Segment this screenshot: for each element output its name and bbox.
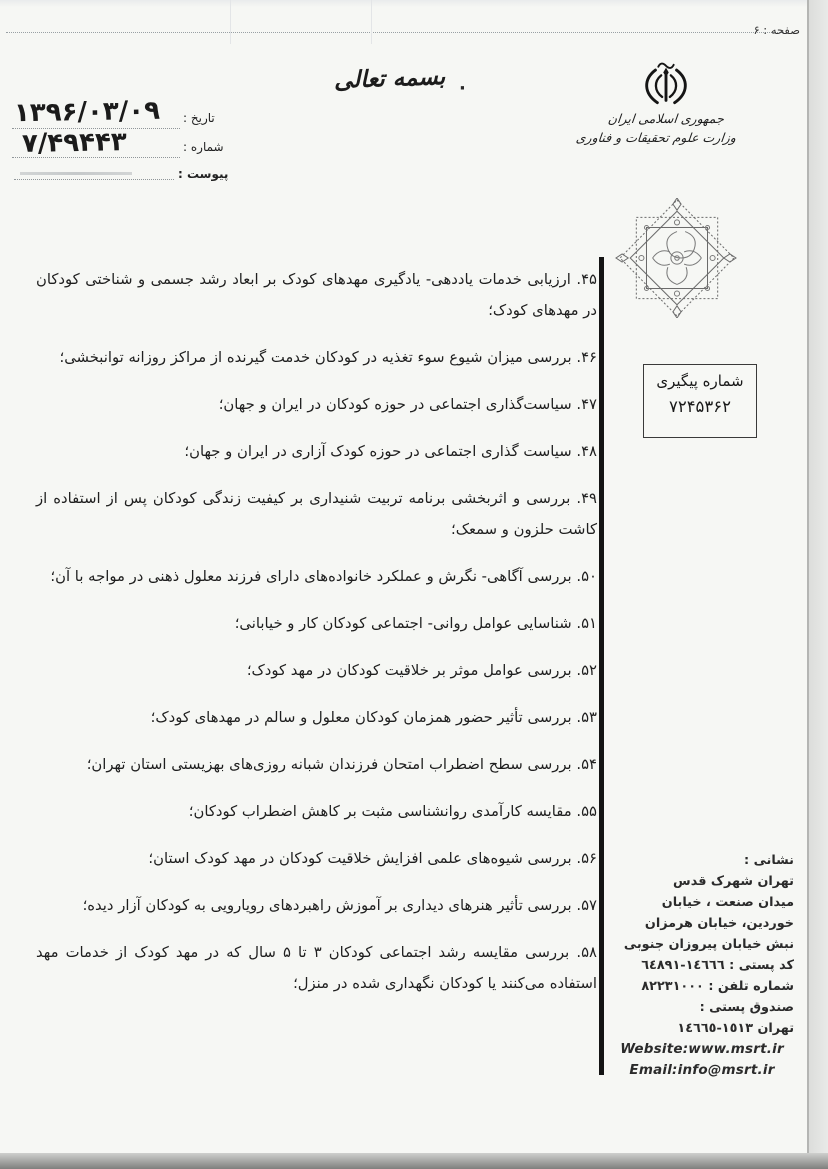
list-item: [36, 483, 597, 545]
topic-list: [36, 264, 597, 1015]
list-item-text: بررسی میزان شیوع سوء تغذیه در کودکان خدمت گیرنده از مراکز روزانه توانبخشی؛: [59, 349, 577, 366]
address-block: [604, 850, 798, 1081]
list-item-text: بررسی و اثربخشی برنامه تربیت شنیداری بر کیفیت زندگی کودکان پس از استفاده از کاشت حلزون و سمعک؛: [36, 490, 597, 538]
date-label: تاریخ :: [183, 111, 215, 125]
list-item-text: بررسی آگاهی- نگرش و عملکرد خانواده‌های دارای فرزند معلول ذهنی در مواجه با آن؛: [50, 568, 577, 585]
list-item-text: سیاست گذاری اجتماعی در حوزه کودک آزاری در ایران و جهان؛: [184, 443, 577, 460]
list-item-text: بررسی شیوه‌های علمی افزایش خلاقیت کودکان در مهد کودک استان؛: [148, 850, 577, 867]
ornamental-star-seal-icon: [612, 198, 742, 322]
list-item: [36, 937, 597, 999]
number-label: شماره :: [183, 140, 224, 154]
list-item-number: ۴۶.: [576, 349, 597, 366]
list-item-text: بررسی تأثیر حضور همزمان کودکان معلول و سالم در مهدهای کودک؛: [150, 709, 577, 726]
list-item: [36, 796, 597, 827]
org-name-line2: وزارت علوم تحقیقات و فناوری: [575, 130, 737, 145]
list-item: [36, 890, 597, 921]
list-item-number: ۴۷.: [576, 396, 597, 413]
attachment-scribble: [20, 172, 132, 175]
list-item: [36, 561, 597, 592]
list-item-text: بررسی سطح اضطراب امتحان فرزندان شبانه روزی‌های بهزیستی استان تهران؛: [86, 756, 577, 773]
attachment-label: پیوست :: [178, 167, 229, 181]
page-number-label: صفحه : ۶: [753, 23, 800, 37]
scan-edge-bottom: [0, 1153, 828, 1169]
address-line: نبش خیابان پیروزان جنوبی: [623, 937, 794, 952]
ink-dot: ·: [459, 78, 466, 99]
scan-crease: [230, 0, 231, 44]
list-item: [36, 389, 597, 420]
tracking-label: شماره پیگیری: [656, 372, 744, 390]
scan-edge-top: [0, 0, 828, 7]
list-item: [36, 702, 597, 733]
postal-code: کد پستی : ١٤٦٦٦-٦٤٨٩١: [641, 958, 794, 973]
po-box-label: صندوق پستی :: [699, 1000, 794, 1015]
list-item-number: ۵۵.: [576, 803, 597, 820]
list-item-number: ۵۱.: [576, 615, 597, 632]
email: Email:info@msrt.ir: [629, 1062, 775, 1078]
list-item: [36, 342, 597, 373]
list-item: [36, 749, 597, 780]
iran-emblem-icon: [596, 60, 736, 108]
address-line: تهران شهرک قدس: [673, 874, 794, 889]
list-item-text: بررسی مقایسه رشد اجتماعی کودکان ۳ تا ۵ سال که در مهد کودک از خدمات مهد استفاده می‌کنند یا کودکان نگهداری شده در منزل؛: [36, 944, 597, 992]
address-line: خوردین، خیابان هرمزان: [644, 916, 794, 931]
top-dotted-divider: [6, 32, 784, 33]
phone-number: شماره تلفن : ٨٢٢٣١٠٠٠: [641, 979, 794, 994]
list-item-number: ۵۰.: [576, 568, 597, 585]
list-item-text: بررسی عوامل موثر بر خلاقیت کودکان در مهد کودک؛: [246, 662, 577, 679]
tracking-number-box: [643, 364, 757, 438]
po-box-number: تهران ١٥١٣-١٤٦٦٥: [677, 1021, 794, 1036]
list-item: [36, 436, 597, 467]
address-title: نشانی :: [744, 853, 794, 868]
number-dotted-line: [12, 157, 180, 158]
list-item: [36, 264, 597, 326]
list-item-number: ۴۹.: [576, 490, 597, 507]
tracking-number: ۷۲۴۵۳۶۲: [668, 397, 732, 416]
list-item-number: ۴۸.: [576, 443, 597, 460]
letterhead: [575, 60, 737, 145]
number-value-handwritten: ۷/۴۹۴۴۳: [21, 127, 127, 159]
list-item-number: ۵۳.: [576, 709, 597, 726]
list-item: [36, 608, 597, 639]
list-item-text: بررسی تأثیر هنرهای دیداری بر آموزش راهبردهای رویارویی به کودکان آزار دیده؛: [82, 897, 577, 914]
list-item-number: ۴۵.: [576, 271, 597, 288]
address-line: میدان صنعت ، خیابان: [661, 895, 794, 910]
list-item-number: ۵۴.: [576, 756, 597, 773]
list-item: [36, 843, 597, 874]
bismillah-calligraphy: بسمه تعالی: [333, 64, 446, 94]
list-item-number: ۵۷.: [576, 897, 597, 914]
scan-edge-right: [807, 0, 828, 1169]
list-item-text: ارزیابی خدمات یاددهی- یادگیری مهدهای کودک بر ابعاد رشد جسمی و شناختی کودکان در مهدهای کودک؛: [36, 271, 597, 319]
website: Website:www.msrt.ir: [620, 1041, 784, 1057]
list-item-text: مقایسه کارآمدی روانشناسی مثبت بر کاهش اضطراب کودکان؛: [188, 803, 577, 820]
scan-crease: [371, 0, 372, 44]
list-item: [36, 655, 597, 686]
list-item-text: شناسایی عوامل روانی- اجتماعی کودکان کار و خیابانی؛: [234, 615, 577, 632]
list-item-number: ۵۲.: [576, 662, 597, 679]
list-item-number: ۵۸.: [576, 944, 597, 961]
list-item-text: سیاست‌گذاری اجتماعی در حوزه کودکان در ایران و جهان؛: [218, 396, 577, 413]
org-name-line1: جمهوری اسلامی ایران: [607, 111, 725, 126]
list-item-number: ۵۶.: [576, 850, 597, 867]
attachment-dotted-line: [14, 179, 174, 180]
date-value-handwritten: ۱۳۹۶/۰۳/۰۹: [13, 95, 161, 129]
